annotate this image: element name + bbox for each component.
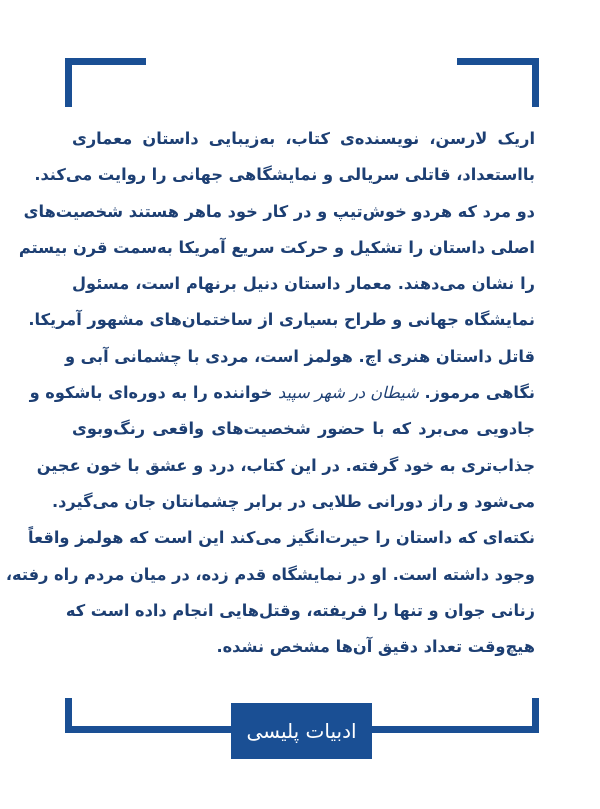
frame-top-left-horizontal [65, 58, 146, 65]
text-line-7: قاتل داستان هنری اچ. هولمز است، مردی با چشمانی آبی و [64, 346, 535, 366]
frame-top-left-vertical [65, 58, 72, 107]
frame-bottom-right-vertical [532, 698, 539, 733]
text-line-4: اصلی داستان را تشکیل و حرکت سریع آمریکا به‌سمت قرن بیستم [18, 237, 535, 257]
text-line-8-before: نگاهی مرموز. [418, 383, 535, 403]
book-title: شیطان در شهر سپید [278, 383, 419, 403]
text-line-8-after: خواننده را به دوره‌ای باشکوه و [29, 383, 279, 403]
category-badge [231, 703, 372, 759]
text-line-9: جادویی می‌برد که با حضور شخصیت‌های واقعی رنگ‌وبوی [72, 419, 535, 439]
description-text [5, 121, 535, 665]
text-line-1: اریک لارسن، نویسنده‌ی کتاب، به‌زیبایی داستان معماری [72, 129, 535, 148]
text-line-13: وجود داشته است. او در نمایشگاه قدم زده، در میان مردم راه رفته، [5, 564, 535, 584]
text-line-8 [29, 375, 535, 411]
frame-bottom-right-horizontal [368, 726, 539, 733]
text-line-3: دو مرد که هردو خوش‌تیپ و در کار خود ماهر هستند شخصیت‌های [23, 201, 535, 221]
text-line-11: می‌شود و راز دورانی طلایی در برابر چشمانتان جان می‌گیرد. [51, 491, 535, 511]
category-badge-label: ادبیات پلیسی [246, 719, 357, 743]
text-line-5: را نشان می‌دهند. معمار داستان دنیل برنهام است، مسئول [72, 274, 535, 294]
frame-bottom-left-horizontal [65, 726, 235, 733]
frame-top-right-vertical [532, 58, 539, 107]
text-line-2: بااستعداد، قاتلی سریالی و نمایشگاهی جهانی را روایت می‌کند. [34, 165, 535, 185]
text-line-12: نکته‌ای که داستان را حیرت‌انگیز می‌کند این است که هولمز واقعاً [28, 528, 535, 548]
text-line-14: زنانی جوان و تنها را فریفته، وقتل‌هایی انجام داده است که [65, 600, 535, 620]
frame-top-right-horizontal [457, 58, 539, 65]
text-line-10: جذاب‌تری به خود گرفته. در این کتاب، درد و عشق با خون عجین [36, 455, 535, 475]
text-line-15: هیچ‌وقت تعداد دقیق آن‌ها مشخص نشده. [216, 637, 535, 657]
text-line-6: نمایشگاه جهانی و طراح بسیاری از ساختمان‌های مشهور آمریکا. [28, 310, 535, 330]
